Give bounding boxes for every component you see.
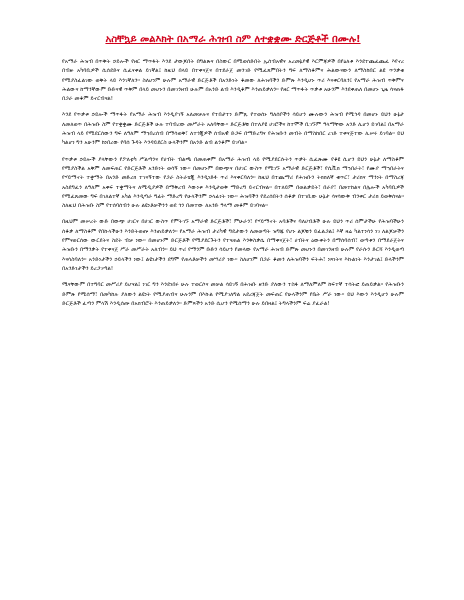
paragraph-5: ሚናቸውም በተግባር መሥሪያ ይሆናል፤ ነገር ግን እንደነበሩ ሁሉ ተወርሶና መቻል ሳይገኝ በሕዝቡ ዘንድ ያለውን ተስፋ ለማለምለም ከፍተኛ ተሳትፎ ይጠይቃል። የሕዝቡን ድምጽ የሚሰማ፣ በመካከሉ ያለውን ልዩነት የሚያጠብና ሁሉንም በእኩል የሚያገለግል አደረጃጀት መፍጠር የሁላችንም የቤት ሥራ ነው። ይህ እውን እንዲሆን ሁሉም ድርጅቶች ፈጣን ምላሽ እንዲሰጡ በአክብሮት እንጠይቃለን። ድምጻችን አንድ ሲሆን የሚሰማን ሁሉ ይበዛል፤ ትግላችንም ፍሬ ያፈራል! <box>62 282 404 307</box>
paragraph-1: የአማራ ሕዝብ በጥቅት ኃይሎች የዘር ማጥፋት እንደ ታውጆበት በግልጽና በስውር በሚወሰድበት ኢሰብአዊና አረመኔያዊ እርምጃዎች በየዕለቱ እንደተጨፈጨፈ እየኖረ በብዙ አካባቢዎች ሲሰደድና ሲፈናቀል ይገኛል፤ ከዚህ በላይ በተቀናጀና በተደራጀ መንገድ የሚፈጸምበትን ግፍ ለማስቆምና ሕልውናውን ለማስከበር ልዩ ጥንቃቄ የሚያስፈልገው ወቅት ላይ እንገኛለን። ስለሆነም ሁሉም አማራዊ ድርጅቶች በአንድነት ቆመው ለሕዝባችን ድምጽ እንዲሆኑ ጥሪ እናቀርባለን፤ የአማራ ሕዝብ ጥቅምና ሕልውና ከማንኛውም ቡድናዊ ጥቅም በላይ መሆኑን በመገንዘብ ሁሉም በአንድ ልብ እንዲቆም እንጠይቃለን። የዘር ማጥፋት ጥቃቱ አሁንም እንደቀጠለ በመሆኑ ጊዜ ሳናጠፋ በጋራ መቆም ይኖርብናል! <box>62 59 404 103</box>
paragraph-3: የጥቃቱ ኃይሎች ያላቸውን የፖለቲካ ሥልጣንና የሀብት ብልጫ በመጠቀም በአማራ ሕዝብ ላይ የሚያደርሱትን ጥቃት ሲፈጽሙ የቆዩ ሲሆን ይህን ሁኔታ ለማስቆም የሚያስችል አቅም ለመፍጠር የድርጅቶች አንድነት ወሳኝ ነው። በመሆኑም በውጭና በሀገር ውስጥ የሚገኙ አማራዊ ድርጅቶች፣ የሲቪክ ማኅበራት፣ የሙያ ማኅበራትና የሃይማኖት ተቋማት በአንድ መድረክ ተገናኝተው የጋራ ስትራቴጂ እንዲነድፉ ጥሪ እናቀርባለን። ከዚህ በተጨማሪ የሕዝቡን ትክክለኛ ቁጥር፣ ታሪክና ማንነት በማስረጃ አስደግፈን ለዓለም አቀፍ ተቋማትና ለሚዲያዎች በማቅረብ እውነቱ እንዲታወቅ ማድረግ ይኖርብናል። በተለይም በወልቃይት፣ በራያ፣ በመተከልና በሌሎች አካባቢዎች የሚፈጸመው ግፍ በገለልተኛ አካል እንዲጣራ ግፊት ማድረግ የሁላችንም ኃላፊነት ነው። ሕዝባችን የደረሰበትን ሰቆቃ በተገቢው ሁኔታ ሳናሳውቅ ብንቀር ታሪክ ይወቅሰናል። ስለዚህ በሕዝቡ ስም የተሰባሰብን ሁሉ ልዩነቶቻችንን ወደ ጎን በመተው ለአንድ ዓላማ መቆም ይገባናል። <box>62 156 404 210</box>
paragraph-4: በዚህም መሠረት ውድ በውጭ ሀገርና በሀገር ውስጥ የምትገኙ አማራዊ ድርጅቶች፣ ምሁራን፣ የሃይማኖት አባቶችና ባለሀብቶች ሁሉ ይህን ጥሪ ሰምታችሁ የሕዝባችሁን ሰቆቃ ለማስቆም የበኩላችሁን እንድትወጡ እንጠይቃለን። የአማራ ሕዝብ ታሪካዊ ግዴታውን ለመወጣት ዝግጁ የሆኑ ልጆቹን ይፈልጋል፤ እኛ ዛሬ ካልተነሳን ነገ ለልጆቻችን የምናወርሰው ውርደትና ስደት ብቻ ነው። በመሆኑም ድርጅቶች የሚያደርጉትን የተናጠል እንቅስቃሴ በማቀናጀት፣ ሀብትና ዕውቀትን በማሰባሰብ፣ ወጣቱን በማደራጀትና ሕዝቡን በማንቃት የተቀናጀ ሥራ መሥራት አለብን። ይህ ጥሪ የማንም ቡድን ሳይሆን የመላው የአማራ ሕዝብ ድምጽ መሆኑን በመገንዘብ ሁሉም የራሱን ድርሻ እንዲወጣ እናሳስባለን። አንድነታችን ኃይላችን ነው፤ ልዩነታችን ደግሞ የጠላቶቻችን መሣሪያ ነው። ስለሆነም በጋራ ቆመን ለሕዝባችን ፍትሕ፣ ነጻነትና እኩልነት እንታገል፤ ድላችንም በአንድነታችን ይረጋገጣል! <box>62 219 404 272</box>
paragraph-2: እንደ የጥቃቱ ኃይሎች ማጥፋት የአማራ ሕዝብ እንዲያገኝ አለመቻሉና የተበታተነ ድምጹ የተወሰኑ ግለሰቦችን ሳይሆን ሙሉውን ሕዝብ የሚጎዳ በመሆኑ ይህን ሁኔታ ለመለወጥ በሕዝቡ ስም የተቋቋሙ ድርጅቶች ሁሉ ተባብረው መሥራት አለባቸው። ድርጅቶቹ በተለያዩ ሀገሮችና ከተሞች ቢገኙም ዓላማቸው አንድ ሊሆን ይገባል፤ በአማራ ሕዝብ ላይ የሚደርሰውን ግፍ ለዓለም ማኅበረሰብ በማሳወቅ፣ ለተጎጂዎች ሰብአዊ ድጋፍ በማድረግና የሕዝቡን መብት በማስከበር ረገድ ተቀናጅተው ሊሠሩ ይገባል። ይህ ካልሆነ ግን አሁንም ከነበረው የባሰ ጉዳት እንዳይደርስ ሁላችንም በአንድ ልብ ልንቆም ይገባል። <box>62 112 404 147</box>
document-title: አስቸኳይ መልእክት በአማራ ሕዝብ ስም ለተቋቋሙ ድርጅቶች በሙሉ! <box>105 34 361 45</box>
